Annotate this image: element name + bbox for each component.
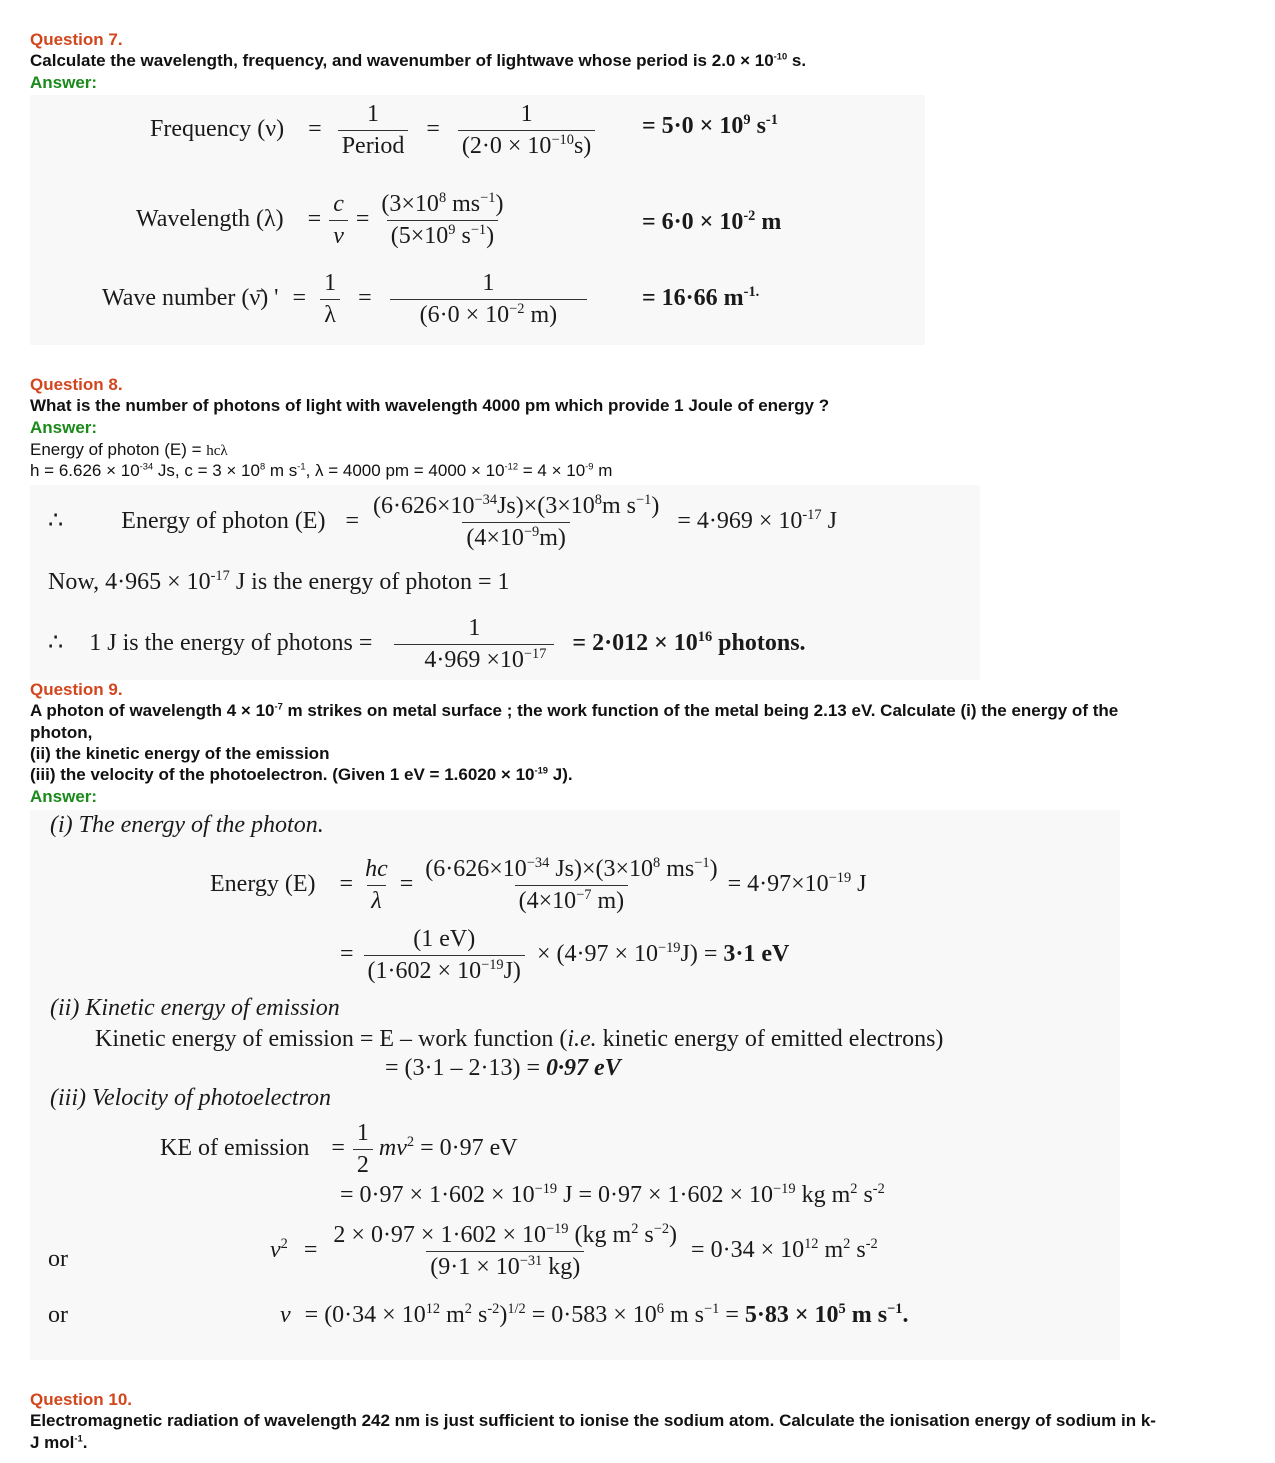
frac-1-over-lambda: $\frac{1}{\lambda}$ <box>320 270 340 329</box>
question-8-text: What is the number of photons of light with wavelength 4000 pm which provide 1 Joule of energy ? <box>30 396 830 415</box>
therefore-symbol: ∴ <box>48 508 64 535</box>
question-9-answer-label: Answer: <box>30 787 98 806</box>
ke-label: KE of emission <box>160 1135 310 1162</box>
q8-now-line: Now, $4\cdot 965 \times 10^{-17}$ J is the energy of photon = 1 <box>48 568 510 595</box>
equals-sign: = <box>358 285 372 312</box>
q9-energy-row <box>210 856 867 915</box>
frac-1-over-period: $\frac{1}{\text{Period}}$ <box>338 101 409 160</box>
q7-solution-image <box>30 95 925 345</box>
wavelength-label: Wavelength (λ) <box>136 206 284 233</box>
question-10-text-line-1: Electromagnetic radiation of wavelength 242 nm is just sufficient to ionise the sodium atom. Calculate the ionisation energy of sodium in k- <box>30 1411 1156 1430</box>
q9-ke-line-1: Kinetic energy of emission = E – work function (i.e. kinetic energy of emitted electrons) <box>95 1026 944 1052</box>
equals-sign: = <box>399 871 414 898</box>
question-8-heading: Question 8. <box>30 375 123 394</box>
q9-energy-ev-result: 3·1 eV <box>723 941 790 968</box>
frac-one-half: $\frac{1}{2}$ <box>353 1120 373 1179</box>
q9-part-3-title: (iii) Velocity of photoelectron <box>50 1085 332 1111</box>
q7-frequency-row <box>150 101 595 160</box>
energy-label: Energy (E) <box>210 871 316 898</box>
q9-energy-result: = $4\cdot 97\times 10^{-19}$ J <box>727 870 867 898</box>
q7-wavelength-row <box>136 191 507 250</box>
equals-sign: = <box>331 1135 345 1162</box>
frac-hc-over-lambda: $\frac{hc}{\lambda}$ <box>365 856 388 914</box>
frac-hc-over-lambda-values: $\frac{(6\cdot 626\times 10^{-34} Js)\times(3\times 10^8 ms^{-1})}{(4\times 10^{-7} m)}$ <box>425 855 718 914</box>
equals-sign: = <box>340 941 354 968</box>
question-10-heading: Question 10. <box>30 1390 133 1409</box>
question-7-heading: Question 7. <box>30 30 123 49</box>
frac-speed-over-frequency: $\frac{(3\times 10^8 ms^{-1})}{(5\times 10^9 s^{-1})}$ <box>381 190 504 249</box>
question-7-text: Calculate the wavelength, frequency, and wavenumber of lightwave whose period is $2.0 \times 10^{-10}$ s. <box>30 51 807 70</box>
q9-ke-joules-row: = $0\cdot 97 \times 1\cdot 602 \times 10^{-19}$ $J = 0\cdot 97 \times 1\cdot 602 \times 10^{-19}$ kg $m^2$ $s^{-2}$ <box>340 1181 885 1208</box>
equals-sign: = <box>426 116 440 143</box>
q9-v-squared-result: = $0\cdot 34 \times 10^{12}$ $m^2$ $s^{-2}$ <box>691 1236 878 1264</box>
question-10-text-line-2: J mol$^{-1}$. <box>30 1433 88 1452</box>
wavenumber-label: Wave number (ν̄) ' <box>102 285 279 312</box>
photons-label: 1 J is the energy of photons = <box>89 630 373 657</box>
frac-v-squared: $\frac{2 \times 0\cdot 97 \times 1\cdot 602 \times 10^{-19} (kg m^2 s^{-2})}{(9\cdot 1 \times 10^{-31} kg)}$ <box>333 1221 678 1280</box>
q9-velocity-result: $5\cdot 83 \times 10^5$ m $s^{-1}$. <box>744 1301 909 1328</box>
q8-energy-row <box>48 493 837 552</box>
frac-1-over-period-value: $\frac{1}{(2\cdot 0 \times 10^{-10}s)}$ <box>458 101 595 160</box>
q9-ke-emission-row: KE of emission = $\frac{1}{2}$ $mv^2 = 0\cdot 97$ eV <box>160 1120 518 1178</box>
q8-energy-result: = $4\cdot 969 \times 10^{-17}$ J <box>677 507 837 535</box>
frac-ev-conversion: $\frac{(1 eV)}{(1\cdot 602 \times 10^{-19}J)}$ <box>364 926 525 985</box>
q9-energy-ev-row: = $\frac{(1 eV)}{(1\cdot 602 \times 10^{-19}J)}$ × $(4\cdot 97 \times 10^{-19}J) = 3\cdot 1$ eV <box>340 926 790 984</box>
q9-or-label-1: or <box>48 1246 68 1272</box>
q9-ke-line-2: = (3·1 – 2·13) = 0·97 eV <box>385 1055 621 1081</box>
q9-solution-image <box>30 810 1120 1360</box>
question-9-text-line-4: (iii) the velocity of the photoelectron. (Given 1 eV = $1.6020 \times 10^{-19}$ J). <box>30 765 573 784</box>
q7-wavelength-result: = $6\cdot 0 \times 10^{-2}$ m <box>642 208 782 235</box>
question-7-answer-label: Answer: <box>30 73 98 92</box>
energy-label: Energy of photon (E) <box>121 508 326 535</box>
q9-part-2-title: (ii) Kinetic energy of emission <box>50 995 340 1021</box>
equals-sign: = <box>345 508 360 535</box>
q9-part-1-title: (i) The energy of the photon. <box>50 812 324 838</box>
q8-photons-row <box>48 615 806 674</box>
q7-wavenumber-result: = 16·66 $m^{-1.}$ <box>642 284 760 311</box>
frac-1-over-wavelength-value: $\frac{1}{(6\cdot 0 \times 10^{-2} m)}$ <box>390 270 588 329</box>
frac-1-over-photon-energy: $\frac{1}{4\cdot 969 \times 10^{-17}}$ <box>394 615 554 674</box>
equals-sign: = <box>292 285 307 312</box>
equals-sign: = <box>308 116 322 143</box>
question-9-text-line-3: (ii) the kinetic energy of the emission <box>30 744 330 763</box>
q9-ke-result: 0·97 eV <box>546 1055 621 1081</box>
q8-energy-formula-line: Energy of photon (E) = hcλ <box>30 440 228 459</box>
question-9-text-line-1: A photon of wavelength $4 \times 10^{-7}$ m strikes on metal surface ; the work function of the metal being 2.13 eV. Calculate (i) the energy of the <box>30 701 1119 720</box>
q9-velocity-row: $v = (0\cdot 34 \times 10^{12}$ $m^2$ $s^{-2})^{1/2} = 0\cdot 583 \times 10^6$ m $s^{-1} = 5\cdot 83 \times 10^5$ m $s^{-1}$. <box>280 1301 909 1328</box>
frac-hc-over-lambda-values: $\frac{(6\cdot 626\times 10^{-34}Js)\times(3\times 10^8m s^{-1})}{(4\times 10^{-9}m)}$ <box>373 492 660 551</box>
equals-sign: = <box>303 1237 318 1264</box>
q9-or-label-2: or <box>48 1302 68 1328</box>
q9-v-squared-row: $v^2$ = $\frac{2 \times 0\cdot 97 \times 1\cdot 602 \times 10^{-19} (kg m^2 s^{-2})}{(9\cdot 1 \times 10^{-31} kg)}$ = $0\cdot 34 \times 10^{12}$ $m^2$ $s^{-2}$ <box>270 1221 878 1280</box>
equals-sign: = <box>339 871 354 898</box>
question-9-text-line-2: photon, <box>30 723 93 742</box>
q8-constants-line: $h = 6.626 \times 10^{-34}$ Js, $c = 3 \times 10^8$ m $s^{-1}$, λ = 4000 pm = $4000 \times 10^{-12} = 4 \times 10^{-9}$ m <box>30 461 613 480</box>
q8-photons-result: = $2\cdot 012 \times 10^{16}$ photons. <box>572 629 806 657</box>
equals-sign: = <box>355 206 370 233</box>
equals-sign: = <box>307 206 322 233</box>
q8-solution-image <box>30 485 980 680</box>
frequency-label: Frequency (ν) <box>150 116 285 143</box>
frac-c-over-nu: $\frac{c}{\nu}$ <box>329 191 348 250</box>
q7-frequency-result: = $5\cdot 0 \times 10^9$ $s^{-1}$ <box>642 112 778 139</box>
question-8-answer-label: Answer: <box>30 418 98 437</box>
q7-wavenumber-row <box>102 270 587 329</box>
therefore-symbol: ∴ <box>48 630 64 657</box>
question-9-heading: Question 9. <box>30 680 123 699</box>
